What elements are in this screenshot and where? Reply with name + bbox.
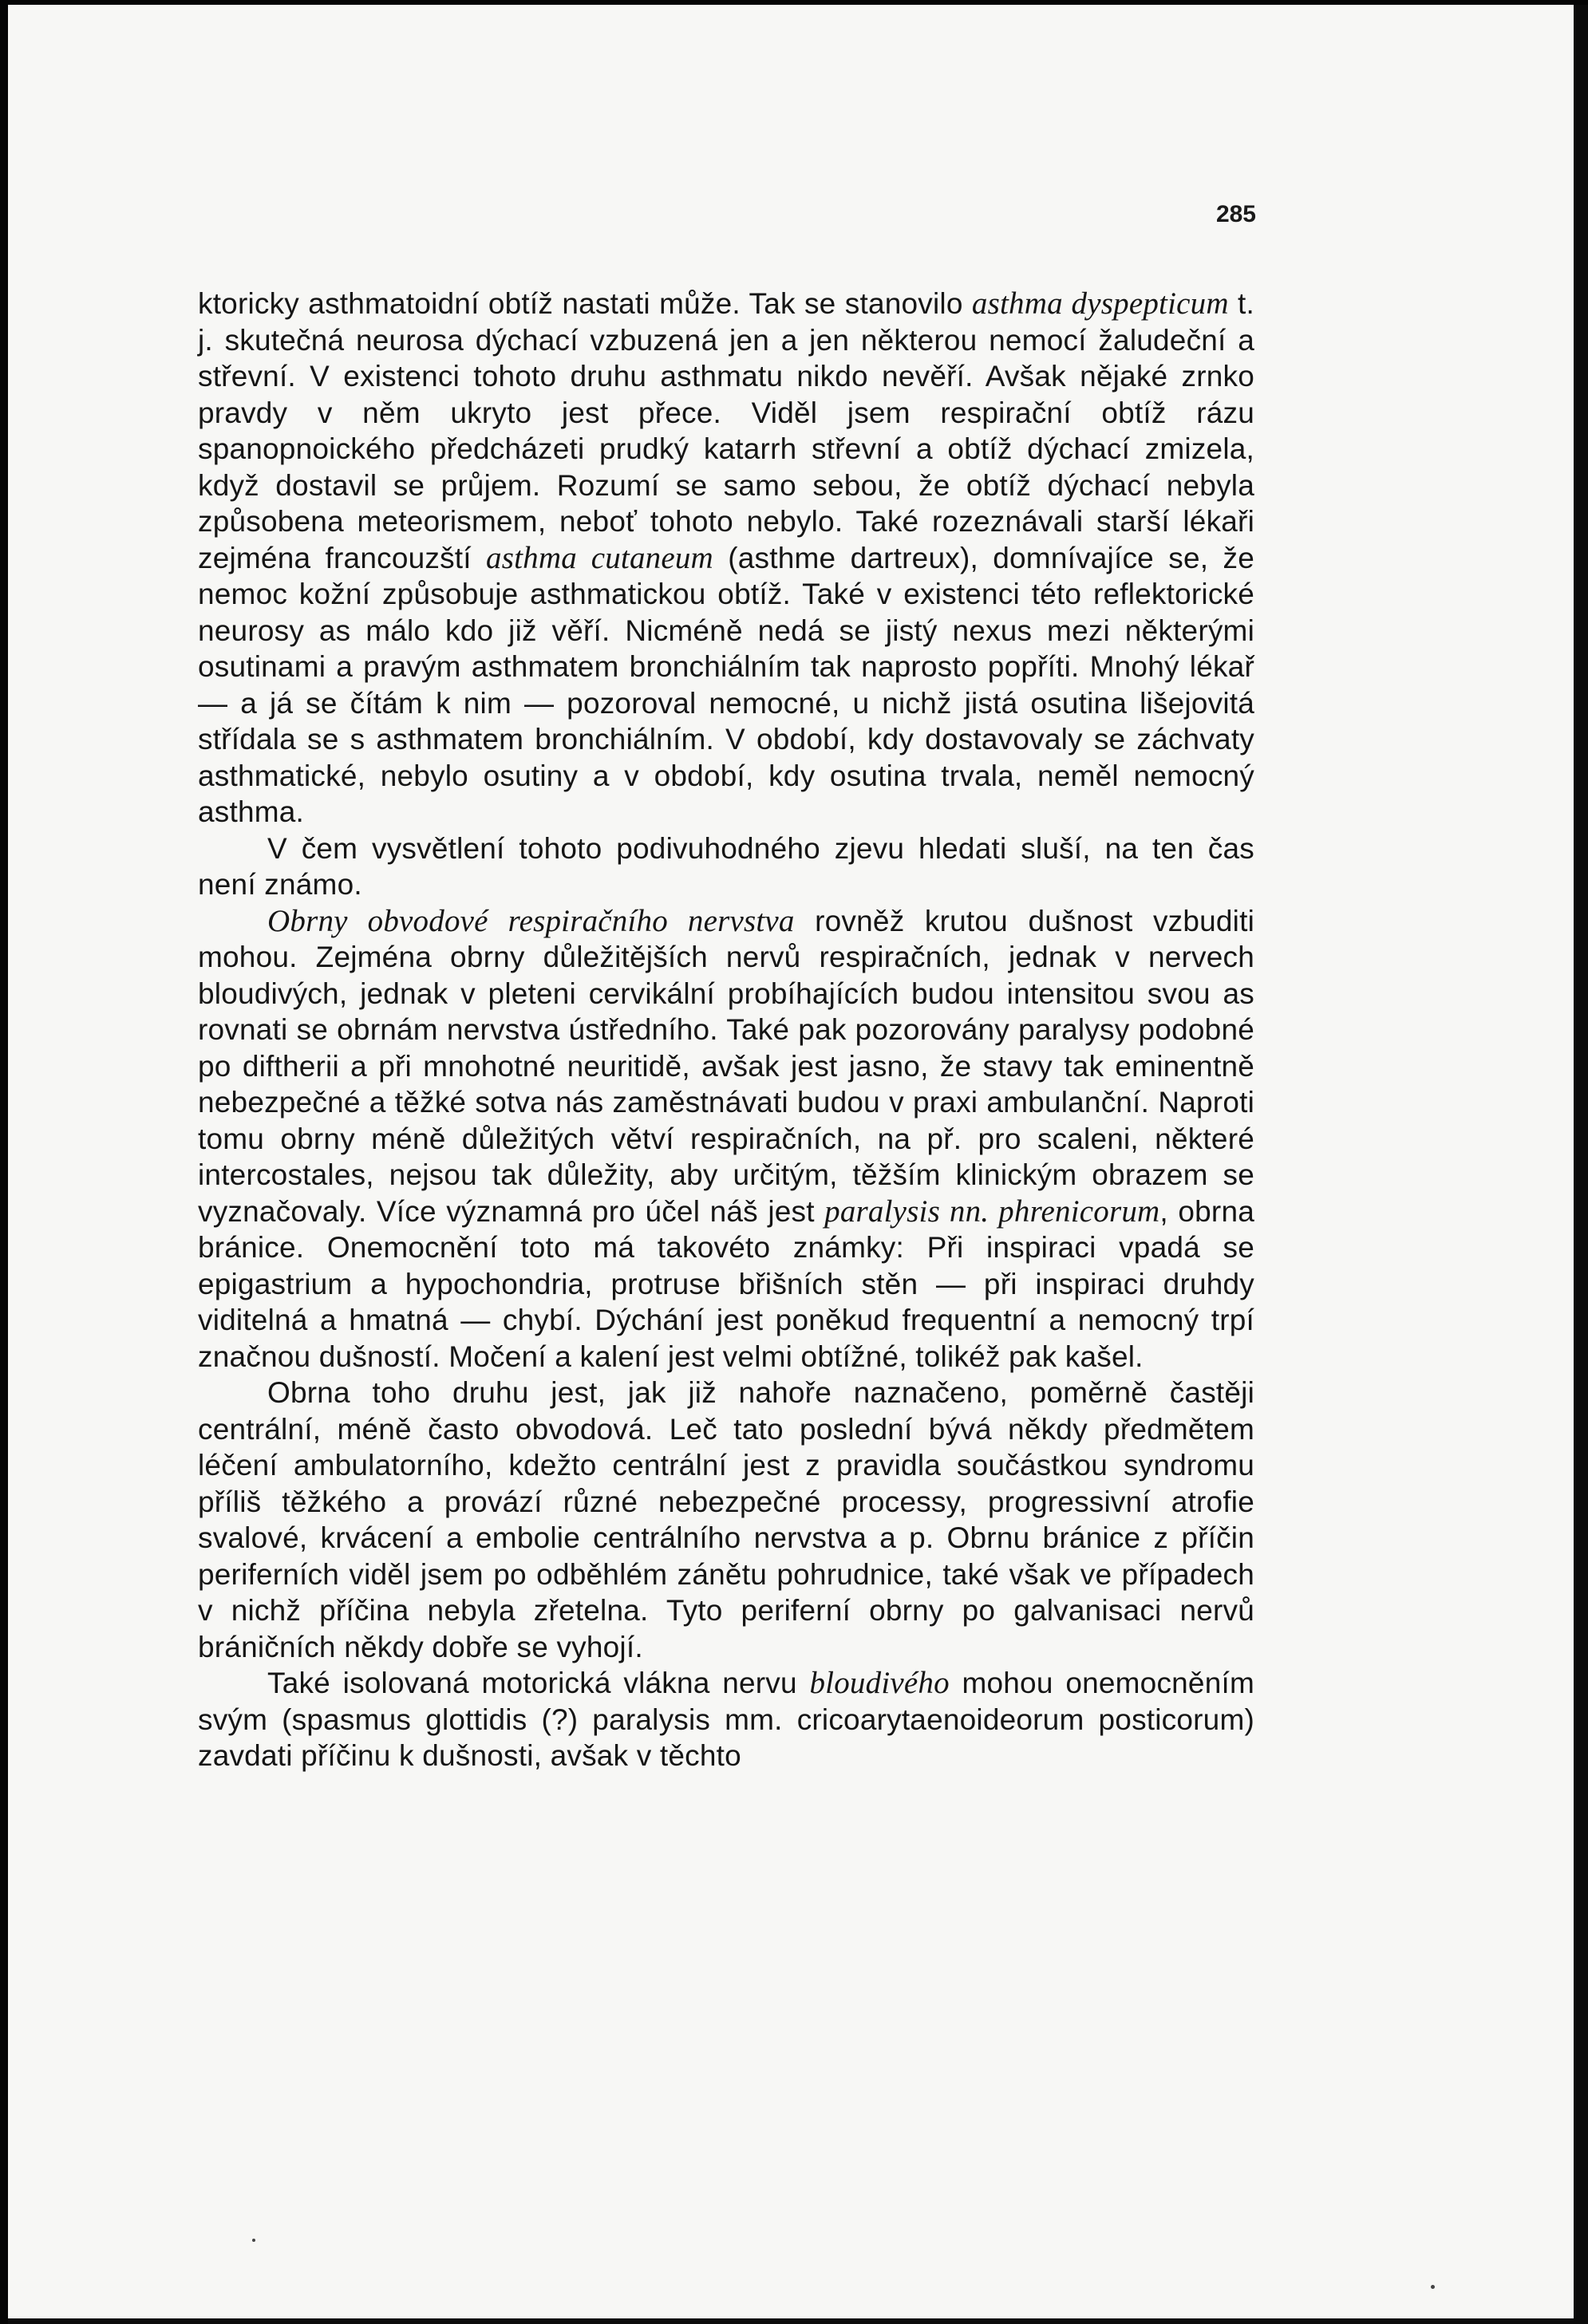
scan-speck: [252, 2239, 255, 2242]
paragraph-1-text: ktoricky asthmatoidní obtíž nastati může. Tak se stanovilo: [198, 287, 972, 320]
book-page: [8, 5, 1574, 2318]
paragraph-4: [198, 1375, 1254, 1665]
paragraph-1-text: (asthme dartreux), domnívajíce se, že nemoc kožní způsobuje asthmatickou obtíž. Také v existenci této reflektorické neurosy as málo kdo již věří. Nicméně nedá se jistý nexus mezi některými osutinami a pravým asthmatem bronchiálním tak naprosto popříti. Mnohý lékař — a já se čítám k nim — pozoroval nemocné, u nichž jistá osutina lišejovitá střídala se s asthmatem bronchiálním. V období, kdy dostavovaly se záchvaty asthmatické, nebylo osutiny a v období, kdy osutina trvala, neměl nemocný asthma.: [198, 541, 1254, 828]
term-bloudiveho: bloudivého: [809, 1666, 950, 1700]
term-paralysis-phrenicorum: paralysis nn. phrenicorum: [824, 1194, 1160, 1229]
paragraph-5: [198, 1665, 1254, 1774]
paragraph-1-text: t. j. skutečná neurosa dýchací vzbuzená jen a jen některou nemocí žaludeční a střevní. V existenci tohoto druhu asthmatu nikdo nevěří. Avšak nějaké zrnko pravdy v něm ukryto jest přece. Viděl jsem respirační obtíž rázu spanopnoického předcházeti prudký katarrh střevní a obtíž dýchací zmizela, když dostavil se průjem. Rozumí se samo sebou, že obtíž dýchací nebyla způsobena meteorismem, neboť tohoto nebylo. Také rozeznávali starší lékaři zejména francouzští: [198, 287, 1254, 574]
scan-left-edge: [0, 0, 8, 2324]
paragraph-5-text: mohou onemocněním svým (spasmus glottidis (?) paralysis mm. cricoarytaenoideorum posticorum) zavdati příčinu k dušnosti, avšak v těchto: [198, 1667, 1254, 1772]
paragraph-4-text: Obrna toho druhu jest, jak již nahoře naznačeno, poměrně častěji centrální, méně často obvodová. Leč tato poslední bývá někdy předmětem léčení ambulatorního, kdežto centrální jest z pravidla součástkou syndromu příliš těžkého a provází různé nebezpečné processy, progressivní atrofie svalové, krvácení a embolie centrálního nervstva a p. Obrnu bránice z příčin periferních viděl jsem po odběhlém zánětu pohrudnice, také však ve případech v nichž příčina nebyla zřetelna. Tyto periferní obrny po galvanisaci nervů bráničních někdy dobře se vyhojí.: [198, 1376, 1254, 1663]
paragraph-5-text: Také isolovaná motorická vlákna nervu: [267, 1667, 810, 1699]
term-obrny-obvodove: Obrny obvodové respiračního nervstva: [267, 903, 795, 938]
paragraph-1: [198, 286, 1254, 831]
scan-speck: [1431, 2285, 1435, 2289]
paragraph-2: [198, 831, 1254, 903]
paragraph-2-text: V čem vysvětlení tohoto podivuhodného zjevu hledati sluší, na ten čas není známo.: [198, 831, 1254, 901]
page-number: 285: [1215, 201, 1256, 227]
paragraph-3: [198, 903, 1254, 1375]
term-asthma-dyspepticum: asthma dyspepticum: [971, 286, 1229, 321]
paragraph-3-text: , obrna bránice. Onemocnění toto má takovéto známky: Při inspiraci vpadá se epigastrium a hypochondria, protruse břišních stěn — při inspiraci druhdy viditelná a hmatná — chybí. Dýchání jest poněkud frequentní a nemocný trpí značnou dušností. Močení a kalení jest velmi obtížné, tolikéž pak kašel.: [198, 1194, 1254, 1373]
body-text: [198, 286, 1254, 1774]
paragraph-3-text: rovněž krutou dušnost vzbuditi mohou. Zejména obrny důležitějších nervů respiračních, jednak v nervech bloudivých, jednak v pleteni cervikální probíhajících budou intensitou svou as rovnati se obrnám nervstva ústředního. Také pak pozorovány paralysy podobné po diftherii a při mnohotné neuritidě, avšak jest jasno, že stavy tak eminentně nebezpečné a těžké sotva nás zaměstnávati budou v praxi ambulanční. Naproti tomu obrny méně důležitých větví respiračních, na př. pro scaleni, některé intercostales, nejsou tak důležity, aby určitým, těžším klinickým obrazem se vyznačovaly. Více významná pro účel náš jest: [198, 904, 1254, 1228]
term-asthma-cutaneum: asthma cutaneum: [486, 540, 713, 575]
